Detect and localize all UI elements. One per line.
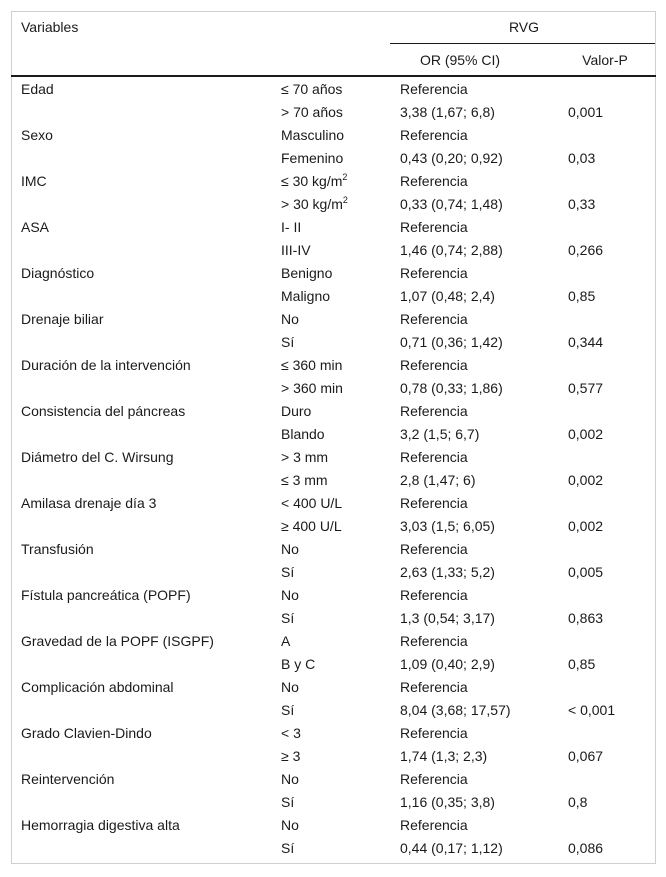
category-cell xyxy=(281,725,301,742)
category-cell xyxy=(281,334,294,351)
or-ci-cell: 2,8 (1,47; 6) xyxy=(400,472,476,488)
category-cell xyxy=(281,288,330,305)
category-text: No xyxy=(281,587,299,603)
category-cell xyxy=(281,403,311,420)
category-cell xyxy=(281,380,343,397)
category-text: ≤ 70 años xyxy=(281,81,343,97)
category-text: III-IV xyxy=(281,242,311,258)
category-cell xyxy=(281,311,299,328)
or-ci-cell: Referencia xyxy=(400,541,468,557)
or-ci-cell: Referencia xyxy=(400,771,468,787)
p-value-cell: 0,067 xyxy=(568,748,604,764)
or-ci-cell: 8,04 (3,68; 17,57) xyxy=(400,702,511,718)
table-row xyxy=(0,400,666,423)
category-superscript: 2 xyxy=(342,172,348,182)
category-text: Masculino xyxy=(281,127,345,143)
category-cell xyxy=(281,472,328,489)
category-text: No xyxy=(281,541,299,557)
category-text: ≥ 400 U/L xyxy=(281,518,342,534)
category-text: Maligno xyxy=(281,288,331,304)
p-value-cell: 0,344 xyxy=(568,334,604,350)
p-value-cell: 0,8 xyxy=(568,794,588,810)
or-ci-cell: 3,38 (1,67; 6,8) xyxy=(400,104,495,120)
category-cell xyxy=(281,449,328,466)
or-ci-cell: Referencia xyxy=(400,403,468,419)
or-ci-cell: 3,2 (1,5; 6,7) xyxy=(400,426,480,442)
p-value-cell: 0,001 xyxy=(568,104,604,120)
p-value-cell: 0,85 xyxy=(568,288,596,304)
or-ci-cell: 0,71 (0,36; 1,42) xyxy=(400,334,503,350)
p-value-cell: 0,85 xyxy=(568,656,596,672)
table-row xyxy=(0,101,666,124)
or-ci-cell: 0,33 (0,74; 1,48) xyxy=(400,196,503,212)
or-ci-cell: 3,03 (1,5; 6,05) xyxy=(400,518,495,534)
category-cell xyxy=(281,426,325,443)
p-value-cell: < 0,001 xyxy=(568,702,616,718)
table-row xyxy=(0,607,666,630)
category-text: B y C xyxy=(281,656,316,672)
table-row xyxy=(0,630,666,653)
or-ci-cell: Referencia xyxy=(400,495,468,511)
table-row xyxy=(0,377,666,400)
table-row xyxy=(0,791,666,814)
table-row xyxy=(0,515,666,538)
table-row xyxy=(0,193,666,216)
category-cell xyxy=(281,748,300,765)
category-cell xyxy=(281,219,301,236)
p-value-cell: 0,577 xyxy=(568,380,604,396)
variable-cell: Edad xyxy=(21,81,54,97)
table-row xyxy=(0,262,666,285)
table-row xyxy=(0,699,666,722)
table-row xyxy=(0,492,666,515)
variable-cell: Hemorragia digestiva alta xyxy=(21,817,180,833)
category-text: A xyxy=(281,633,291,649)
p-value-cell: 0,005 xyxy=(568,564,604,580)
table-row xyxy=(0,285,666,308)
category-cell xyxy=(281,495,342,512)
or-ci-cell: 1,16 (0,35; 3,8) xyxy=(400,794,495,810)
table-row xyxy=(0,308,666,331)
category-cell xyxy=(281,196,348,213)
category-text: > 70 años xyxy=(281,104,343,120)
group-underline xyxy=(390,43,655,44)
table-row xyxy=(0,722,666,745)
p-value-cell: 0,086 xyxy=(568,840,604,856)
or-ci-cell: Referencia xyxy=(400,311,468,327)
category-text: > 360 min xyxy=(281,380,343,396)
category-text: No xyxy=(281,817,299,833)
or-ci-cell: 0,78 (0,33; 1,86) xyxy=(400,380,503,396)
variable-cell: Fístula pancreática (POPF) xyxy=(21,587,191,603)
category-text: I- II xyxy=(281,219,302,235)
or-ci-cell: 0,43 (0,20; 0,92) xyxy=(400,150,503,166)
header-variables: Variables xyxy=(21,19,79,35)
category-cell xyxy=(281,150,343,167)
p-value-cell: 0,002 xyxy=(568,518,604,534)
or-ci-cell: Referencia xyxy=(400,449,468,465)
category-text: Sí xyxy=(281,794,295,810)
variable-cell: ASA xyxy=(21,219,50,235)
category-text: ≤ 30 kg/m xyxy=(281,173,343,189)
table-row xyxy=(0,331,666,354)
category-text: < 3 xyxy=(281,725,301,741)
category-text: < 400 U/L xyxy=(281,495,343,511)
category-superscript: 2 xyxy=(342,195,348,205)
or-ci-cell: 1,09 (0,40; 2,9) xyxy=(400,656,495,672)
or-ci-cell: 0,44 (0,17; 1,12) xyxy=(400,840,503,856)
category-cell xyxy=(281,127,344,144)
category-text: Sí xyxy=(281,702,295,718)
or-ci-cell: Referencia xyxy=(400,357,468,373)
table-row xyxy=(0,446,666,469)
category-text: Benigno xyxy=(281,265,333,281)
header-p-value: Valor-P xyxy=(582,52,628,68)
category-text: ≥ 3 xyxy=(281,748,301,764)
or-ci-cell: Referencia xyxy=(400,725,468,741)
or-ci-cell: 1,3 (0,54; 3,17) xyxy=(400,610,495,626)
category-text: No xyxy=(281,679,299,695)
category-cell xyxy=(281,518,342,535)
category-cell xyxy=(281,564,294,581)
variable-cell: Drenaje biliar xyxy=(21,311,104,327)
variable-cell: Complicación abdominal xyxy=(21,679,174,695)
category-text: ≤ 3 mm xyxy=(281,472,328,488)
variable-cell: Diagnóstico xyxy=(21,265,95,281)
category-text: Femenino xyxy=(281,150,344,166)
p-value-cell: 0,266 xyxy=(568,242,604,258)
table-row xyxy=(0,653,666,676)
p-value-cell: 0,002 xyxy=(568,426,604,442)
or-ci-cell: Referencia xyxy=(400,81,468,97)
category-cell xyxy=(281,794,294,811)
category-cell xyxy=(281,817,299,834)
variable-cell: Amilasa drenaje día 3 xyxy=(21,495,157,511)
table-row xyxy=(0,745,666,768)
category-cell xyxy=(281,242,311,259)
category-cell xyxy=(281,771,299,788)
category-text: ≤ 360 min xyxy=(281,357,343,373)
table-row xyxy=(0,469,666,492)
category-text: Sí xyxy=(281,334,295,350)
table-row xyxy=(0,170,666,193)
category-text: Sí xyxy=(281,610,295,626)
category-text: Duro xyxy=(281,403,312,419)
table-row xyxy=(0,216,666,239)
or-ci-cell: 2,63 (1,33; 5,2) xyxy=(400,564,495,580)
category-text: > 30 kg/m xyxy=(281,196,343,212)
category-cell xyxy=(281,656,315,673)
or-ci-cell: Referencia xyxy=(400,587,468,603)
table-row xyxy=(0,354,666,377)
header-divider xyxy=(11,75,656,77)
or-ci-cell: Referencia xyxy=(400,679,468,695)
variable-cell: IMC xyxy=(21,173,47,189)
category-cell xyxy=(281,357,342,374)
table-row xyxy=(0,837,666,860)
table-row xyxy=(0,814,666,837)
table-row xyxy=(0,124,666,147)
table-row xyxy=(0,768,666,791)
variable-cell: Consistencia del páncreas xyxy=(21,403,186,419)
table-row xyxy=(0,584,666,607)
category-cell xyxy=(281,81,342,98)
p-value-cell: 0,863 xyxy=(568,610,604,626)
p-value-cell: 0,03 xyxy=(568,150,596,166)
category-text: No xyxy=(281,311,299,327)
table-row xyxy=(0,78,666,101)
header-group-rvg: RVG xyxy=(508,19,540,35)
variable-cell: Grado Clavien-Dindo xyxy=(21,725,152,741)
or-ci-cell: Referencia xyxy=(400,173,468,189)
category-cell xyxy=(281,173,347,190)
category-cell xyxy=(281,104,343,121)
header-or-ci: OR (95% CI) xyxy=(419,52,501,68)
or-ci-cell: Referencia xyxy=(400,633,468,649)
category-cell xyxy=(281,610,294,627)
variable-cell: Transfusión xyxy=(21,541,94,557)
table-row xyxy=(0,239,666,262)
category-cell xyxy=(281,702,294,719)
category-text: > 3 mm xyxy=(281,449,329,465)
table-row xyxy=(0,538,666,561)
or-ci-cell: Referencia xyxy=(400,219,468,235)
or-ci-cell: 1,74 (1,3; 2,3) xyxy=(400,748,488,764)
category-text: Sí xyxy=(281,564,295,580)
p-value-cell: 0,33 xyxy=(568,196,596,212)
variable-cell: Diámetro del C. Wirsung xyxy=(21,449,174,465)
category-text: Blando xyxy=(281,426,325,442)
or-ci-cell: Referencia xyxy=(400,127,468,143)
table-row xyxy=(0,423,666,446)
category-text: Sí xyxy=(281,840,295,856)
category-cell xyxy=(281,840,294,857)
category-cell xyxy=(281,541,299,558)
table-row xyxy=(0,147,666,170)
category-cell xyxy=(281,587,299,604)
or-ci-cell: 1,07 (0,48; 2,4) xyxy=(400,288,495,304)
or-ci-cell: 1,46 (0,74; 2,88) xyxy=(400,242,503,258)
or-ci-cell: Referencia xyxy=(400,265,468,281)
variable-cell: Reintervención xyxy=(21,771,115,787)
category-cell xyxy=(281,679,299,696)
table-body xyxy=(0,78,666,860)
table-row xyxy=(0,561,666,584)
category-text: No xyxy=(281,771,299,787)
category-cell xyxy=(281,265,332,282)
or-ci-cell: Referencia xyxy=(400,817,468,833)
category-cell xyxy=(281,633,290,650)
variable-cell: Gravedad de la POPF (ISGPF) xyxy=(21,633,214,649)
table-row xyxy=(0,676,666,699)
variable-cell: Duración de la intervención xyxy=(21,357,191,373)
p-value-cell: 0,002 xyxy=(568,472,604,488)
variable-cell: Sexo xyxy=(21,127,53,143)
